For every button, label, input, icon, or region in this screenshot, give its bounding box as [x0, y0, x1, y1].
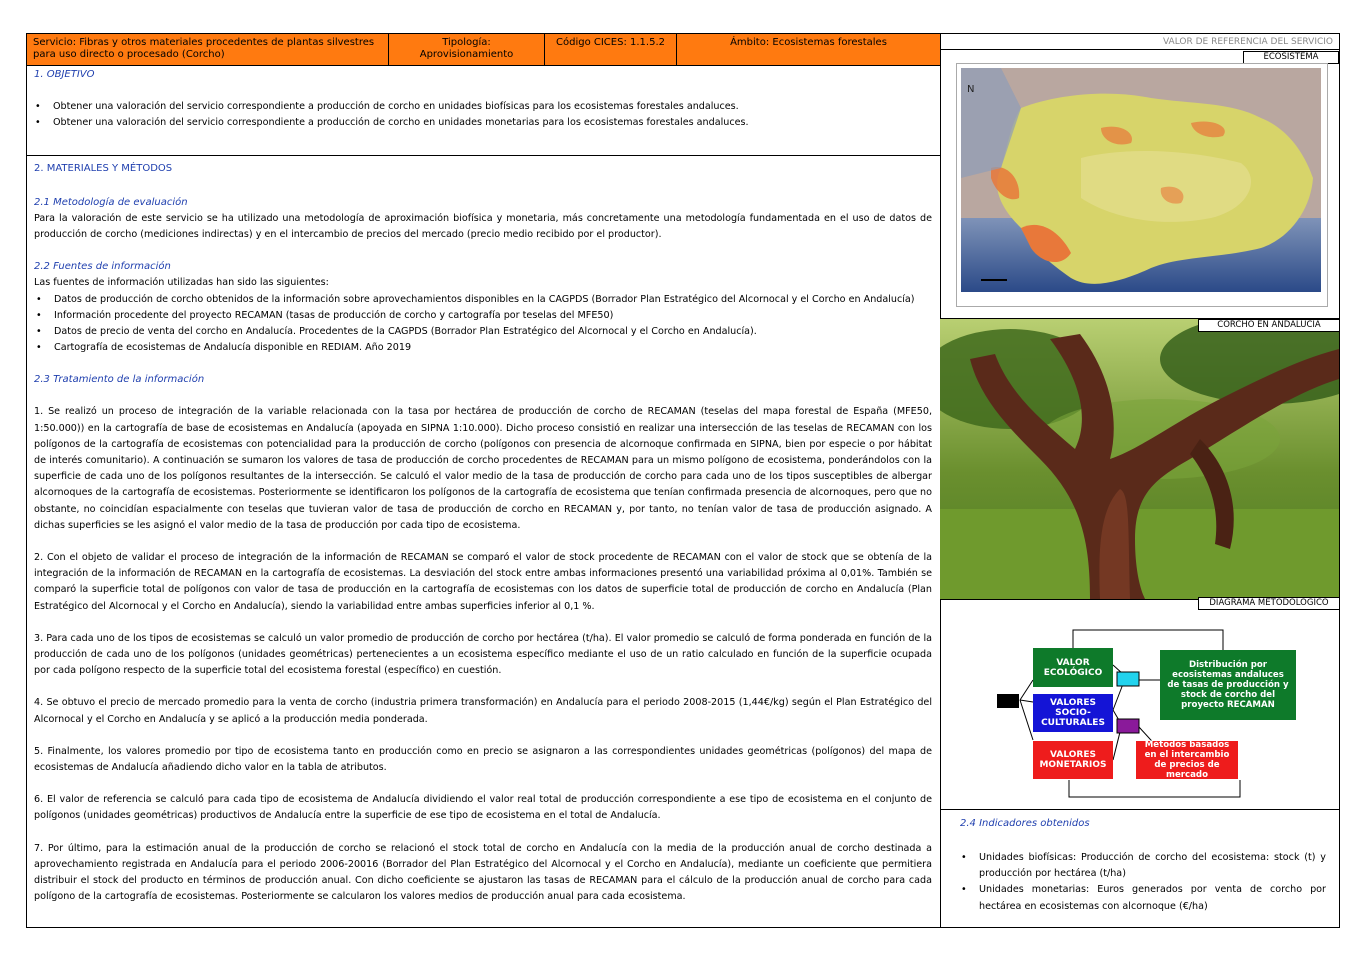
diagram-connector-black	[997, 694, 1019, 708]
s22-item: • Datos de producción de corcho obtenidos de la información sobre aprovechamientos disponibles en la CAGPDS (Borrador Plan Estratégico del Alcornocal y el Corcho en Andalucía)	[34, 292, 932, 308]
s22-title: 2.2 Fuentes de información	[34, 261, 171, 273]
s23-title: 2.3 Tratamiento de la información	[34, 374, 205, 386]
s22-list	[34, 292, 932, 357]
objetivo-item: • Obtener una valoración del servicio correspondiente a producción de corcho en unidades biofísicas para los ecosistemas forestales andaluces.	[33, 99, 933, 115]
page-frame	[26, 33, 1340, 928]
corcho-photo	[940, 318, 1339, 600]
objetivo-title: 1. OBJETIVO	[34, 69, 95, 80]
s22-item: • Datos de precio de venta del corcho en Andalucía. Procedentes de la CAGPDS (Borrador Plan Estratégico del Alcornocal y el Corcho en Andalucía).	[34, 324, 932, 340]
cork-oak-image	[940, 319, 1339, 599]
s23-paragraph: 7. Por último, para la estimación anual de la producción de corcho se relacionó el stock total de corcho en Andalucía con la media de la producción anual de corcho destinada a aprovechamiento registrada en Andalucía para el periodo 2006-20016 (Borrador del Plan Estratégico del Alcornocal y el Corcho en Andalucía), mediante un coeficiente que permitiera distribuir el stock del producto en términos de producción anual. Con dicho coeficiente se ajustaron las tasas de RECAMAN para el cálculo de la producción anual de corcho para cada polígono de la cartografía de ecosistemas. Posteriormente se calcularon los valores medios de producción anual para cada ecosistema.	[34, 842, 932, 903]
s23-paragraph: 3. Para cada uno de los tipos de ecosistemas se calculó un valor promedio de producción de corcho por hectárea (t/ha). El valor promedio se calculó de forma ponderada en función de la producción de cada uno de los polígonos (unidades geométricas) pertenecientes a un ecosistema específico mediante el uso de un ratio calculado en función de la superficie ocupada por cada polígono respecto de la superficie total del ecosistema forestal (específico) en cuestión.	[34, 632, 932, 677]
s23-paragraph: 2. Con el objeto de validar el proceso de integración de la información de RECAMAN se comparó el valor de stock procedente de RECAMAN con el valor de stock que se obtenía de la integración de la información de RECAMAN en la cartografía de ecosistemas. La desviación del stock entre ambas informaciones presentó una variabilidad próxima al 0,01%. También se comparó la superficie total de polígonos con valor de tasa de producción en la cartografía de ecosistemas con los datos de superficie total de producción de corcho en Andalucía (Plan Estratégico del Alcornocal y el Corcho en Andalucía), siendo la variabilidad entre ambas superficies inferior al 0,1 %.	[34, 552, 932, 612]
tag-diagrama: DIAGRAMA METODOLOGICO	[1198, 597, 1340, 610]
diagram-panel	[940, 610, 1339, 810]
indicadores-section	[940, 809, 1339, 928]
metodos-section	[27, 156, 940, 927]
objetivo-item: • Obtener una valoración del servicio correspondiente a producción de corcho en unidades monetarias para los ecosistemas forestales andaluces.	[33, 115, 933, 131]
left-column	[27, 34, 941, 927]
tag-corcho: CORCHO EN ANDALUCIA	[1198, 319, 1340, 332]
indicador-item: • Unidades monetarias: Euros generados por venta de corcho por hectárea en ecosistemas con alcornoque (€/ha)	[959, 882, 1326, 914]
s23-paragraph: 6. El valor de referencia se calculó para cada tipo de ecosistema de Andalucía dividiendo el valor real total de producción correspondiente a ese tipo de ecosistema en el conjunto de polígonos (unidades geométricas) productivos de Andalucía entre la superficie de ese tipo de ecosistema en el total de Andalucía.	[34, 794, 932, 822]
objetivo-list	[33, 99, 933, 131]
header-servicio: Servicio: Fibras y otros materiales procedentes de plantas silvestres para uso directo o procesado (Corcho)	[27, 34, 389, 65]
map-panel	[956, 63, 1328, 307]
node-metodos: Métodos basados en el intercambio de precios de mercado	[1136, 741, 1238, 779]
north-arrow-icon: N	[967, 84, 975, 95]
header-tipologia: Tipología: Aprovisionamiento	[389, 34, 545, 65]
andalucia-map	[961, 68, 1321, 292]
metodos-title: 2. MATERIALES Y MÉTODOS	[34, 163, 173, 174]
indicadores-title: 2.4 Indicadores obtenidos	[960, 818, 1090, 829]
node-valor-ecologico: VALOR ECOLÓGICO	[1033, 648, 1113, 687]
indicador-item: • Unidades biofísicas: Producción de corcho del ecosistema: stock (t) y producción por hectárea (t/ha)	[959, 850, 1326, 882]
header-bar	[27, 34, 940, 66]
objetivo-section	[27, 65, 940, 156]
s21-title: 2.1 Metodología de evaluación	[34, 197, 188, 208]
s22-intro: Las fuentes de información utilizadas han sido las siguientes:	[34, 277, 329, 289]
header-codigo: Código CICES: 1.1.5.2	[545, 34, 677, 65]
right-column	[940, 34, 1339, 927]
s23-paragraph: 1. Se realizó un proceso de integración de la variable relacionada con la tasa por hectárea de producción de corcho de RECAMAN (teselas del mapa forestal de España (MFE50, 1:50.000)) en la cartografía de base de ecosistemas en Andalucía (apoyada en SIPNA 1:10.000). Dicho proceso consistió en realizar una intersección de las teselas de RECAMAN con los polígonos de la cartografía de ecosistemas con potencialidad para la producción de corcho (polígonos con presencia de alcornoque confirmada en SIPNA, bien por especie o por hábitat de interés comunitario). A continuación se sumaron los valores de tasa de producción de corcho procedentes de RECAMAN para un mismo polígono de ecosistema, ponderándolos con la superficie de cada uno de los polígonos resultantes de la intersección. Se calculó el valor medio de la tasa de producción de corcho para cada uno de los tipos susceptibles de albergar alcornoques de la cartografía de ecosistemas. Posteriormente se identificaron los polígonos de la cartografía de ecosistema que tenían confirmada presencia de alcornoques, pero que no obstante, no coincidían espacialmente con teselas que tuvieran valor de tasa de producción de corcho en RECAMAN y, por tanto, no tenían valor de tasa de producción asignado. A dichas superficies se les asignó el valor medio de la tasa de producción por cada tipo de ecosistema.	[34, 406, 932, 531]
ref-title: VALOR DE REFERENCIA DEL SERVICIO	[940, 34, 1339, 50]
node-valores-socio: VALORES SOCIO-CULTURALES	[1033, 694, 1113, 732]
s21-text: Para la valoración de este servicio se ha utilizado una metodología de aproximación biofísica y monetaria, más concretamente una metodología fundamentada en el uso de datos de producción de corcho (mediciones indirectas) y en el intercambio de precios del mercado (precio medio recibido por el productor).	[34, 213, 932, 241]
diagram-connector-cyan	[1117, 672, 1139, 686]
s23-paragraph: 4. Se obtuvo el precio de mercado promedio para la venta de corcho (industria primera transformación) en Andalucía para el periodo 2008-2015 (1,44€/kg) según el Plan Estratégico del Alcornocal y el Corcho en Andalucía y se aplicó a la producción media ponderada.	[34, 697, 932, 725]
indicadores-list	[959, 850, 1326, 915]
s22-item: • Información procedente del proyecto RECAMAN (tasas de producción de corcho y cartografía por teselas del MFE50)	[34, 308, 932, 324]
s23-paragraph: 5. Finalmente, los valores promedio por tipo de ecosistema tanto en producción como en precio se asignaron a las correspondientes unidades geométricas (polígonos) del mapa de ecosistemas de Andalucía añadiendo dicho valor en la tabla de atributos.	[34, 745, 932, 774]
node-distribucion: Distribución por ecosistemas andaluces de tasas de producción y stock de corcho del proyecto RECAMAN	[1160, 650, 1296, 720]
header-ambito: Ámbito: Ecosistemas forestales	[730, 37, 887, 48]
node-valores-monetarios: VALORES MONETARIOS	[1033, 741, 1113, 779]
s22-item: • Cartografía de ecosistemas de Andalucía disponible en REDIAM. Año 2019	[34, 340, 932, 356]
diagram-connector-purple	[1117, 719, 1139, 733]
tag-ecosistema: ECOSISTEMA	[1243, 51, 1339, 64]
